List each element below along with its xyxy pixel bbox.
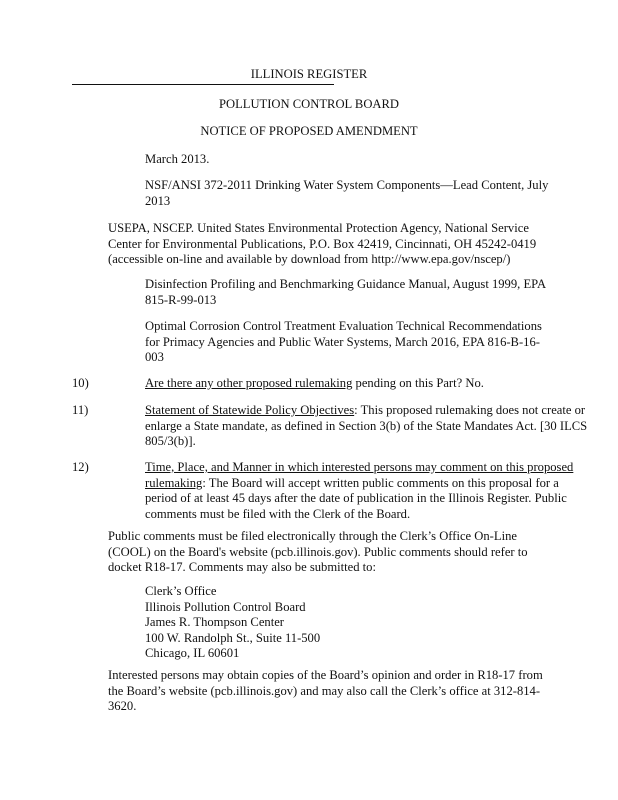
header-rule — [72, 84, 334, 85]
item-number-10: 10) — [72, 376, 89, 390]
item-12-text: Time, Place, and Manner in which interested persons may comment on this proposed rulemaking: The Board will accept written public comments on this proposal for a period of at least 45 days after the date of publication in the Illinois Register. Public comments must be filed with the Clerk of the Board. — [145, 460, 574, 521]
item-number-12: 12) — [72, 460, 89, 474]
reference-disinfection: Disinfection Profiling and Benchmarking Guidance Manual, August 1999, EPA 815-R-99-013 — [145, 277, 547, 307]
item-10-text: Are there any other proposed rulemaking pending on this Part? No. — [145, 376, 484, 390]
reference-optimal: Optimal Corrosion Control Treatment Evaluation Technical Recommendations for Primacy Agencies and Public Water Systems, March 2016, EPA 816-B-16- 003 — [145, 319, 542, 365]
reference-usepa: USEPA, NSCEP. United States Environmental Protection Agency, National Service Center for Environmental Publications, P.O. Box 42419, Cincinnati, OH 45242-0419 (accessible on-line and available by download from http://www.epa.gov/nscep/) — [108, 221, 537, 267]
item-number-11: 11) — [72, 403, 89, 417]
public-comments-paragraph: Public comments must be filed electronically through the Clerk’s Office On-Line (COOL) on the Board's website (pcb.illinois.gov). Public comments should refer to docket R18-17. Comments may also be submitted to: — [108, 529, 528, 575]
register-title: ILLINOIS REGISTER — [250, 67, 368, 81]
notice-title: NOTICE OF PROPOSED AMENDMENT — [200, 124, 418, 138]
copies-paragraph: Interested persons may obtain copies of the Board’s opinion and order in R18-17 from the Board’s website (pcb.illinois.gov) and may also call the Clerk’s office at 312-814- 3620. — [108, 668, 543, 714]
agency-title: POLLUTION CONTROL BOARD — [218, 97, 400, 111]
item-11-text: Statement of Statewide Policy Objectives: This proposed rulemaking does not create or enlarge a State mandate, as defined in Section 3(b) of the State Mandates Act. [30 ILCS 805/3(b)]. — [145, 403, 588, 449]
clerk-address: Clerk’s Office Illinois Pollution Control Board James R. Thompson Center 100 W. Randolph St., Suite 11-500 Chicago, IL 60601 — [145, 584, 321, 661]
reference-march: March 2013. — [145, 152, 210, 166]
reference-nsf: NSF/ANSI 372-2011 Drinking Water System Components—Lead Content, July 2013 — [145, 178, 549, 208]
